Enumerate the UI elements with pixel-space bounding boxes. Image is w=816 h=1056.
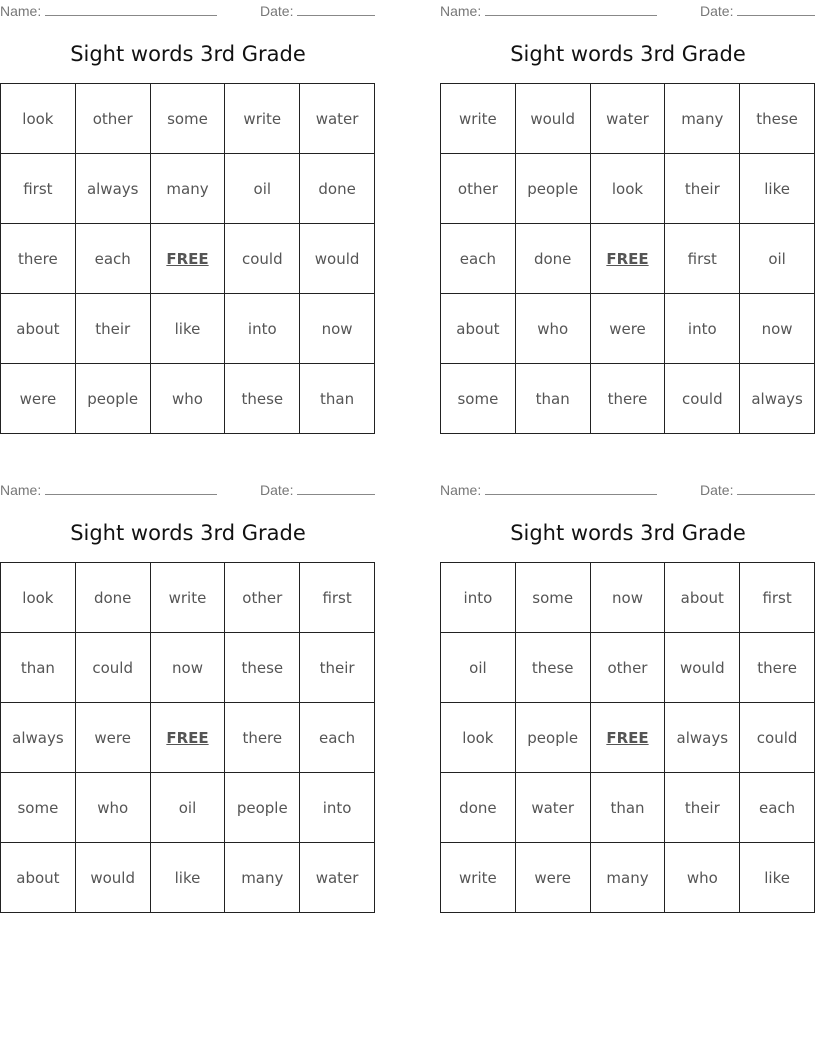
word-cell: would — [76, 843, 151, 913]
word-cell: other — [76, 84, 151, 154]
name-label: Name: — [0, 482, 42, 498]
word-cell: about — [441, 294, 516, 364]
date-line — [737, 482, 815, 495]
word-cell: there — [740, 633, 815, 703]
word-cell: other — [591, 633, 666, 703]
word-cell: about — [1, 843, 76, 913]
word-cell: oil — [225, 154, 300, 224]
word-cell: people — [516, 703, 591, 773]
word-cell: these — [225, 633, 300, 703]
word-cell: into — [300, 773, 375, 843]
name-line — [485, 3, 657, 16]
free-space: FREE — [151, 703, 226, 773]
bingo-grid — [0, 83, 375, 434]
word-cell: there — [1, 224, 76, 294]
word-cell: look — [1, 84, 76, 154]
word-cell: people — [516, 154, 591, 224]
name-field[interactable] — [440, 482, 657, 498]
date-label: Date: — [260, 3, 294, 19]
free-space: FREE — [151, 224, 226, 294]
name-line — [45, 3, 217, 16]
word-cell: look — [1, 563, 76, 633]
word-cell: some — [1, 773, 76, 843]
date-line — [737, 3, 815, 16]
word-cell: first — [740, 563, 815, 633]
word-cell: oil — [151, 773, 226, 843]
word-cell: into — [665, 294, 740, 364]
word-cell: would — [665, 633, 740, 703]
word-cell: each — [740, 773, 815, 843]
word-cell: like — [151, 843, 226, 913]
word-cell: each — [76, 224, 151, 294]
word-cell: oil — [441, 633, 516, 703]
word-cell: write — [225, 84, 300, 154]
word-cell: now — [151, 633, 226, 703]
word-cell: were — [76, 703, 151, 773]
word-cell: like — [740, 154, 815, 224]
word-cell: other — [441, 154, 516, 224]
word-cell: oil — [740, 224, 815, 294]
card-header — [0, 482, 376, 498]
word-cell: done — [516, 224, 591, 294]
word-cell: than — [591, 773, 666, 843]
card-title: Sight words 3rd Grade — [70, 42, 306, 66]
word-cell: who — [76, 773, 151, 843]
word-cell: like — [151, 294, 226, 364]
bingo-card — [440, 479, 816, 914]
word-cell: now — [300, 294, 375, 364]
word-cell: write — [441, 843, 516, 913]
word-cell: water — [591, 84, 666, 154]
name-line — [45, 482, 217, 495]
word-cell: about — [665, 563, 740, 633]
free-space: FREE — [591, 224, 666, 294]
date-label: Date: — [260, 482, 294, 498]
word-cell: their — [665, 773, 740, 843]
word-cell: would — [516, 84, 591, 154]
bingo-grid — [440, 83, 815, 434]
word-cell: first — [300, 563, 375, 633]
word-cell: there — [225, 703, 300, 773]
word-cell: than — [300, 364, 375, 434]
word-cell: could — [225, 224, 300, 294]
word-cell: always — [665, 703, 740, 773]
word-cell: these — [740, 84, 815, 154]
word-cell: could — [665, 364, 740, 434]
bingo-grid — [440, 562, 815, 913]
word-cell: people — [76, 364, 151, 434]
word-cell: always — [1, 703, 76, 773]
word-cell: into — [441, 563, 516, 633]
date-label: Date: — [700, 3, 734, 19]
word-cell: their — [76, 294, 151, 364]
name-field[interactable] — [440, 3, 657, 19]
word-cell: people — [225, 773, 300, 843]
word-cell: write — [441, 84, 516, 154]
word-cell: many — [151, 154, 226, 224]
word-cell: look — [441, 703, 516, 773]
word-cell: some — [441, 364, 516, 434]
word-cell: were — [516, 843, 591, 913]
word-cell: were — [1, 364, 76, 434]
word-cell: now — [740, 294, 815, 364]
word-cell: many — [591, 843, 666, 913]
word-cell: many — [225, 843, 300, 913]
date-line — [297, 482, 375, 495]
date-field[interactable] — [260, 482, 375, 498]
word-cell: than — [516, 364, 591, 434]
name-field[interactable] — [0, 482, 217, 498]
word-cell: water — [300, 84, 375, 154]
word-cell: each — [300, 703, 375, 773]
word-cell: could — [76, 633, 151, 703]
name-line — [485, 482, 657, 495]
date-field[interactable] — [260, 3, 375, 19]
card-title: Sight words 3rd Grade — [510, 521, 746, 545]
word-cell: first — [1, 154, 76, 224]
card-header — [440, 3, 816, 19]
word-cell: water — [300, 843, 375, 913]
word-cell: each — [441, 224, 516, 294]
word-cell: other — [225, 563, 300, 633]
card-header — [0, 3, 376, 19]
bingo-grid — [0, 562, 375, 913]
card-title: Sight words 3rd Grade — [510, 42, 746, 66]
card-title: Sight words 3rd Grade — [70, 521, 306, 545]
word-cell: done — [76, 563, 151, 633]
date-field[interactable] — [700, 482, 815, 498]
date-line — [297, 3, 375, 16]
word-cell: done — [300, 154, 375, 224]
word-cell: like — [740, 843, 815, 913]
word-cell: some — [516, 563, 591, 633]
word-cell: look — [591, 154, 666, 224]
word-cell: their — [300, 633, 375, 703]
word-cell: always — [76, 154, 151, 224]
word-cell: these — [516, 633, 591, 703]
word-cell: first — [665, 224, 740, 294]
word-cell: there — [591, 364, 666, 434]
word-cell: their — [665, 154, 740, 224]
word-cell: would — [300, 224, 375, 294]
date-label: Date: — [700, 482, 734, 498]
word-cell: were — [591, 294, 666, 364]
card-header — [440, 482, 816, 498]
name-field[interactable] — [0, 3, 217, 19]
word-cell: done — [441, 773, 516, 843]
date-field[interactable] — [700, 3, 815, 19]
name-label: Name: — [0, 3, 42, 19]
word-cell: into — [225, 294, 300, 364]
bingo-card — [440, 0, 816, 435]
word-cell: always — [740, 364, 815, 434]
free-space: FREE — [591, 703, 666, 773]
word-cell: some — [151, 84, 226, 154]
bingo-card — [0, 0, 376, 435]
word-cell: write — [151, 563, 226, 633]
word-cell: who — [665, 843, 740, 913]
word-cell: who — [516, 294, 591, 364]
name-label: Name: — [440, 3, 482, 19]
word-cell: could — [740, 703, 815, 773]
bingo-card — [0, 479, 376, 914]
word-cell: many — [665, 84, 740, 154]
word-cell: these — [225, 364, 300, 434]
word-cell: than — [1, 633, 76, 703]
word-cell: now — [591, 563, 666, 633]
word-cell: who — [151, 364, 226, 434]
word-cell: about — [1, 294, 76, 364]
name-label: Name: — [440, 482, 482, 498]
word-cell: water — [516, 773, 591, 843]
